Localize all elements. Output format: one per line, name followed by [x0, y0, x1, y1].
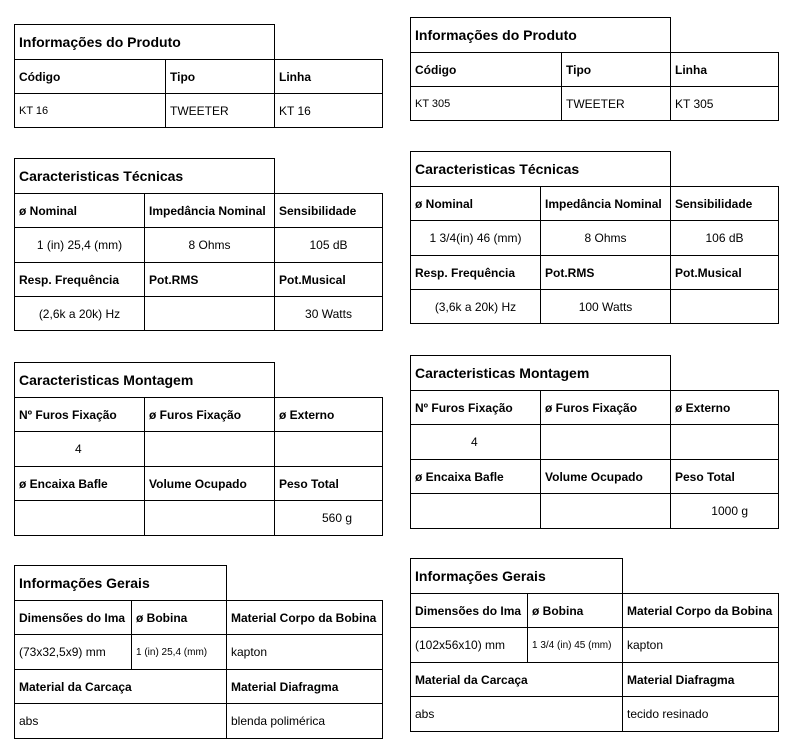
right-musical-value	[671, 290, 779, 324]
right-linha-label: Linha	[671, 53, 779, 87]
right-encaixe-value	[411, 494, 541, 529]
right-nominal-value: 1 3/4(in) 46 (mm)	[411, 221, 541, 256]
left-montagem-title: Caracteristicas Montagem	[15, 363, 275, 398]
left-diam-furos-label: ø Furos Fixação	[145, 398, 275, 432]
right-linha-value: KT 305	[671, 87, 779, 121]
left-gerais-section	[14, 565, 383, 739]
left-impedancia-value: 8 Ohms	[145, 228, 275, 263]
left-encaixe-label: ø Encaixa Bafle	[15, 467, 145, 501]
right-codigo-label: Código	[411, 53, 562, 87]
left-musical-label: Pot.Musical	[275, 263, 383, 297]
right-rms-label: Pot.RMS	[541, 256, 671, 290]
left-resp-value: (2,6k a 20k) Hz	[15, 297, 145, 331]
right-impedancia-value: 8 Ohms	[541, 221, 671, 256]
left-codigo-label: Código	[15, 60, 166, 94]
right-diafragma-label: Material Diafragma	[623, 663, 779, 697]
left-tipo-label: Tipo	[166, 60, 275, 94]
right-tecnicas-table	[410, 151, 779, 324]
left-produto-table	[14, 24, 383, 128]
left-linha-value: KT 16	[275, 94, 383, 128]
right-bobina-label: ø Bobina	[528, 594, 623, 628]
right-gerais-section	[410, 558, 779, 732]
right-gerais-title: Informações Gerais	[411, 559, 623, 594]
left-corpo-bobina-value: kapton	[227, 635, 383, 670]
right-produto-title: Informações do Produto	[411, 18, 671, 53]
left-peso-label: Peso Total	[275, 467, 383, 501]
left-sensibilidade-value: 105 dB	[275, 228, 383, 263]
left-tipo-value: TWEETER	[166, 94, 275, 128]
left-resp-label: Resp. Frequência	[15, 263, 145, 297]
left-musical-value: 30 Watts	[275, 297, 383, 331]
left-furos-value: 4	[15, 432, 145, 467]
right-sensibilidade-value: 106 dB	[671, 221, 779, 256]
right-rms-value: 100 Watts	[541, 290, 671, 324]
left-carcaca-value: abs	[15, 704, 227, 739]
right-tecnicas-section	[410, 151, 779, 324]
right-volume-label: Volume Ocupado	[541, 460, 671, 494]
right-resp-label: Resp. Frequência	[411, 256, 541, 290]
left-diam-furos-value	[145, 432, 275, 467]
right-furos-label: Nº Furos Fixação	[411, 391, 541, 425]
right-volume-value	[541, 494, 671, 529]
left-bobina-label: ø Bobina	[132, 601, 227, 635]
left-dim-ima-value: (73x32,5x9) mm	[15, 635, 132, 670]
right-externo-label: ø Externo	[671, 391, 779, 425]
right-furos-value: 4	[411, 425, 541, 460]
left-diafragma-value: blenda polimérica	[227, 704, 383, 739]
right-tipo-label: Tipo	[562, 53, 671, 87]
left-gerais-table	[14, 565, 383, 739]
left-encaixe-value	[15, 501, 145, 536]
left-gerais-title: Informações Gerais	[15, 566, 227, 601]
left-nominal-value: 1 (in) 25,4 (mm)	[15, 228, 145, 263]
right-peso-label: Peso Total	[671, 460, 779, 494]
left-nominal-label: ø Nominal	[15, 194, 145, 228]
left-dim-ima-label: Dimensões do Ima	[15, 601, 132, 635]
right-tipo-value: TWEETER	[562, 87, 671, 121]
left-montagem-section	[14, 362, 383, 536]
left-linha-label: Linha	[275, 60, 383, 94]
left-rms-label: Pot.RMS	[145, 263, 275, 297]
right-peso-value: 1000 g	[671, 494, 779, 529]
left-tecnicas-table	[14, 158, 383, 331]
left-carcaca-label: Material da Carcaça	[15, 670, 227, 704]
right-montagem-table	[410, 355, 779, 529]
right-carcaca-value: abs	[411, 697, 623, 732]
right-carcaca-label: Material da Carcaça	[411, 663, 623, 697]
left-tecnicas-title: Caracteristicas Técnicas	[15, 159, 275, 194]
right-musical-label: Pot.Musical	[671, 256, 779, 290]
right-externo-value	[671, 425, 779, 460]
left-produto-section	[14, 24, 383, 128]
right-tecnicas-title: Caracteristicas Técnicas	[411, 152, 671, 187]
left-volume-label: Volume Ocupado	[145, 467, 275, 501]
right-codigo-value: KT 305	[411, 87, 562, 121]
right-montagem-title: Caracteristicas Montagem	[411, 356, 671, 391]
left-corpo-bobina-label: Material Corpo da Bobina	[227, 601, 383, 635]
left-tecnicas-section	[14, 158, 383, 331]
left-codigo-value: KT 16	[15, 94, 166, 128]
left-produto-title: Informações do Produto	[15, 25, 275, 60]
left-impedancia-label: Impedância Nominal	[145, 194, 275, 228]
left-volume-value	[145, 501, 275, 536]
right-resp-value: (3,6k a 20k) Hz	[411, 290, 541, 324]
left-montagem-table	[14, 362, 383, 536]
right-produto-section	[410, 17, 779, 121]
right-corpo-bobina-value: kapton	[623, 628, 779, 663]
left-externo-label: ø Externo	[275, 398, 383, 432]
left-peso-value: 560 g	[275, 501, 383, 536]
right-impedancia-label: Impedância Nominal	[541, 187, 671, 221]
right-gerais-table	[410, 558, 779, 732]
right-nominal-label: ø Nominal	[411, 187, 541, 221]
right-sensibilidade-label: Sensibilidade	[671, 187, 779, 221]
right-produto-table	[410, 17, 779, 121]
left-sensibilidade-label: Sensibilidade	[275, 194, 383, 228]
right-dim-ima-value: (102x56x10) mm	[411, 628, 528, 663]
left-bobina-value: 1 (in) 25,4 (mm)	[132, 635, 227, 670]
right-diam-furos-label: ø Furos Fixação	[541, 391, 671, 425]
right-corpo-bobina-label: Material Corpo da Bobina	[623, 594, 779, 628]
right-dim-ima-label: Dimensões do Ima	[411, 594, 528, 628]
right-montagem-section	[410, 355, 779, 529]
right-encaixe-label: ø Encaixa Bafle	[411, 460, 541, 494]
left-diafragma-label: Material Diafragma	[227, 670, 383, 704]
left-furos-label: Nº Furos Fixação	[15, 398, 145, 432]
right-diafragma-value: tecido resinado	[623, 697, 779, 732]
left-rms-value	[145, 297, 275, 331]
right-diam-furos-value	[541, 425, 671, 460]
left-externo-value	[275, 432, 383, 467]
right-bobina-value: 1 3/4 (in) 45 (mm)	[528, 628, 623, 663]
